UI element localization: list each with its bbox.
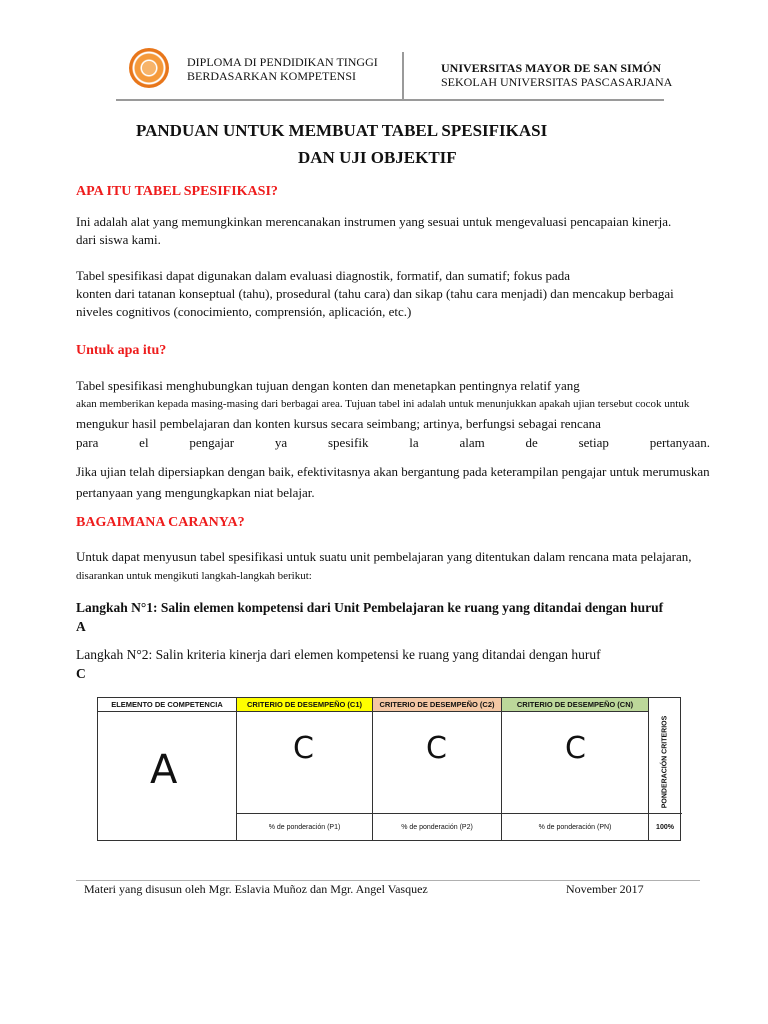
paragraph-text: mengukur hasil pembelajaran dan konten kursus secara seimbang; artinya, berfungsi sebagai rencana — [76, 416, 601, 431]
page-title-line2: DAN UJI OBJEKTIF — [298, 148, 457, 167]
header-divider — [402, 52, 404, 100]
table-header-c2: CRITERIO DE DESEMPEÑO (C2) — [373, 698, 501, 711]
word: la — [409, 435, 419, 450]
header-rule — [116, 99, 664, 101]
section-heading-what: APA ITU TABEL SPESIFIKASI? — [76, 184, 278, 199]
paragraph-text: akan memberikan kepada masing-masing dari berbagai area. Tujuan tabel ini adalah untuk menunjukkan apakah ujian tersebut cocok untuk — [76, 398, 690, 410]
word: spesifik — [328, 435, 369, 450]
footer-date: November 2017 — [566, 882, 644, 896]
header-university: UNIVERSITAS MAYOR DE SAN SIMÓN — [441, 61, 662, 75]
placeholder-letter-c: C — [293, 731, 314, 766]
word: pertanyaan. — [649, 435, 710, 450]
step-1-text: Langkah N°1: Salin elemen kompetensi dari Unit Pembelajaran ke ruang yang ditandai dengan huruf — [76, 600, 664, 615]
vertical-label: PONDERACIÓN CRITERIOS — [661, 715, 669, 809]
paragraph-text: Tabel spesifikasi menghubungkan tujuan dengan konten dan menetapkan pentingnya relatif yang — [76, 378, 580, 393]
paragraph-text: Ini adalah alat yang memungkinkan merencanakan instrumen yang sesuai untuk mengevaluasi pencapaian kinerja. — [76, 214, 672, 229]
header-school: SEKOLAH UNIVERSITAS PASCASARJANA — [441, 75, 673, 89]
paragraph-text: pertanyaan yang mengungkapkan niat belajar. — [76, 485, 315, 500]
word: alam — [459, 435, 485, 450]
paragraph-text: niveles cognitivos (conocimiento, comprensión, aplicación, etc.) — [76, 304, 412, 319]
header-program-line2: BERDASARKAN KOMPETENSI — [187, 69, 357, 83]
paragraph-text: dari siswa kami. — [76, 232, 161, 247]
word: pengajar — [189, 435, 235, 450]
logo-emblem-icon — [142, 61, 156, 75]
step-1-letter: A — [76, 619, 86, 634]
placeholder-letter-c: C — [565, 731, 586, 766]
paragraph-text: Untuk dapat menyusun tabel spesifikasi untuk suatu unit pembelajaran yang ditentukan dalam rencana mata pelajaran, — [76, 549, 692, 564]
paragraph-text: disarankan untuk mengikuti langkah-langkah berikut: — [76, 570, 312, 582]
section-heading-how: BAGAIMANA CARANYA? — [76, 515, 245, 530]
word: para — [76, 435, 99, 450]
table-header-cn: CRITERIO DE DESEMPEÑO (CN) — [502, 698, 648, 711]
table-header-rule — [98, 711, 648, 712]
word: de — [525, 435, 538, 450]
table-header-c1: CRITERIO DE DESEMPEÑO (C1) — [237, 698, 372, 711]
table-header-elemento: ELEMENTO DE COMPETENCIA — [111, 700, 223, 709]
header-program-line1: DIPLOMA DI PENDIDIKAN TINGGI — [187, 55, 378, 69]
weighting-total: 100% — [656, 824, 674, 831]
page-title-line1: PANDUAN UNTUK MEMBUAT TABEL SPESIFIKASI — [136, 121, 548, 140]
step-2-letter: C — [76, 666, 86, 681]
weighting-p2: % de ponderación (P2) — [401, 824, 473, 831]
step-2-text: Langkah N°2: Salin kriteria kinerja dari elemen kompetensi ke ruang yang ditandai dengan huruf — [76, 647, 601, 662]
specification-table-figure — [97, 697, 681, 841]
word: setiap — [578, 435, 609, 450]
paragraph-text: Jika ujian telah dipersiapkan dengan baik, efektivitasnya akan bergantung pada keterampilan pengajar untuk merumuskan — [76, 464, 710, 479]
placeholder-letter-a: A — [150, 747, 178, 793]
word: ya — [274, 435, 288, 450]
section-heading-purpose: Untuk apa itu? — [76, 343, 167, 358]
footer-author: Materi yang disusun oleh Mgr. Eslavia Muñoz dan Mgr. Angel Vasquez — [84, 882, 428, 896]
paragraph-text: konten dari tatanan konseptual (tahu), prosedural (tahu cara) dan sikap (tahu cara menjadi) dan mencakup berbagai — [76, 286, 674, 301]
paragraph-text: Tabel spesifikasi dapat digunakan dalam evaluasi diagnostik, formatif, dan sumatif; fokus pada — [76, 268, 571, 283]
justified-line — [76, 435, 710, 451]
vertical-label-cell — [649, 712, 681, 812]
weighting-p1: % de ponderación (P1) — [268, 824, 341, 831]
placeholder-letter-c: C — [426, 731, 447, 766]
weighting-pn: % de ponderación (PN) — [538, 824, 612, 831]
word: el — [139, 435, 149, 450]
footer-rule — [76, 880, 700, 881]
